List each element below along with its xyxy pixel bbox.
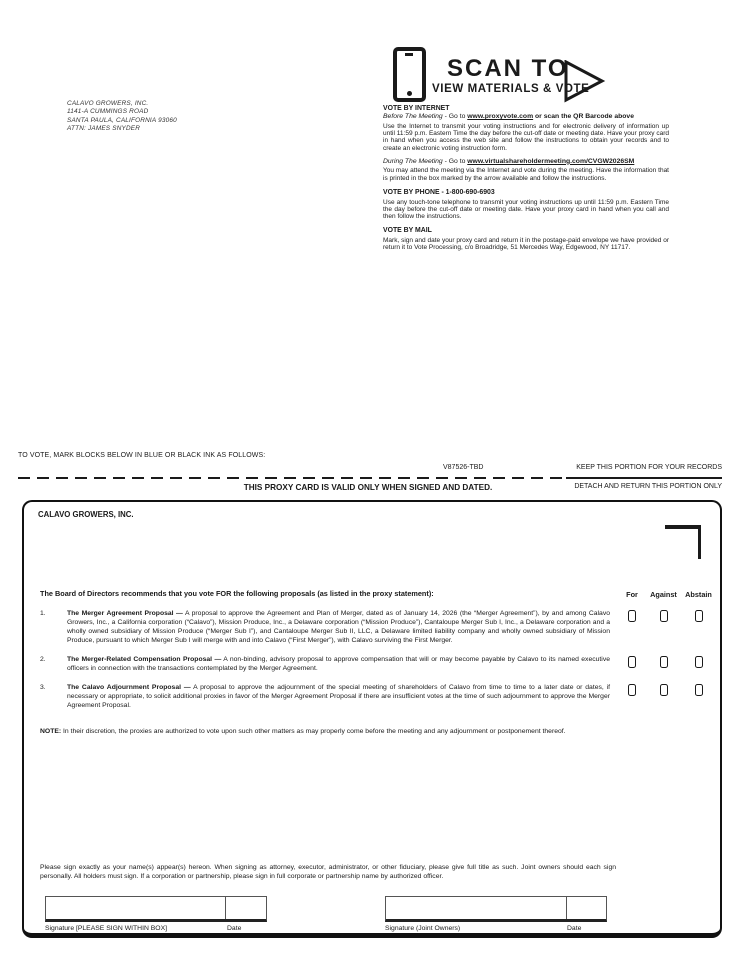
sign-instruction-text: Please sign exactly as your name(s) appear(s) hereon. When signing as attorney, executor, administrator, or other fiduciary, please give full title as such. Joint owners should each sign personally. All holders must sign. If a corporation or partnership, please sign in full corporate or partnership name by authorized officer. <box>40 864 616 880</box>
signature-primary-label: Signature [PLEASE SIGN WITHIN BOX] <box>45 925 168 932</box>
proposal-body: A proposal to approve the adjournment of the special meeting of shareholders of Calavo from time to time to a later date or dates, if necessary or appropriate, to solicit additional proxies in favor of the Merger Agreement Proposal if there are insufficient votes at the time of such adjournment to approve the Merger Agreement Proposal. <box>67 684 611 709</box>
checkbox-proposal-2-against[interactable] <box>660 656 668 668</box>
before-meeting-label: Before The Meeting <box>383 113 443 121</box>
checkbox-proposal-2-abstain[interactable] <box>695 656 703 668</box>
corner-mark-icon <box>698 525 702 559</box>
detach-dashed-line <box>18 477 563 479</box>
vote-by-internet-heading: VOTE BY INTERNET <box>383 105 450 112</box>
column-header-for: For <box>626 590 638 599</box>
checkbox-proposal-3-for[interactable] <box>628 684 636 696</box>
checkbox-proposal-2-for[interactable] <box>628 656 636 668</box>
proposal-title: The Merger-Related Compensation Proposal — <box>67 656 222 663</box>
address-line: SANTA PAULA, CALIFORNIA 93060 <box>67 116 177 124</box>
keep-portion-text: KEEP THIS PORTION FOR YOUR RECORDS <box>576 464 722 471</box>
smartphone-icon <box>393 47 426 102</box>
phone-paragraph: Use any touch-tone telephone to transmit your voting instructions up until 11:59 p.m. Eastern Time the day before the cut-off date or meeting date. Have your proxy card in hand when you call and then follow the instructions. <box>383 198 669 220</box>
address-line: CALAVO GROWERS, INC. <box>67 100 149 107</box>
proposal-text <box>67 683 618 710</box>
proposal-row-3 <box>40 683 716 710</box>
discretion-note <box>40 727 618 736</box>
internet-before-paragraph: Use the Internet to transmit your voting instructions and for electronic delivery of information up until 11:59 p.m. Eastern Time the day before the cut-off date or meeting date. Have your proxy card in hand when you access the web site and follow the instructions to obtain your records and to create an electronic voting instruction form. <box>383 122 669 152</box>
proposal-body: A non-binding, advisory proposal to approve compensation that will or may become payable by Calavo to its named executive officers in connection with the transactions contemplated by the Merger Agreement. <box>67 656 610 672</box>
note-text: In their discretion, the proxies are authorized to vote upon such other matters as may properly come before the meeting and any adjournment or postponement thereof. <box>63 728 566 735</box>
virtual-meeting-url-link[interactable]: www.virtualshareholdermeeting.com/CVGW2026SM <box>467 157 635 165</box>
proposal-row-2 <box>40 655 716 673</box>
arrow-right-icon <box>562 60 606 104</box>
corner-mark-icon <box>665 525 701 529</box>
proposal-body: A proposal to approve the Agreement and Plan of Merger, dated as of January 14, 2026 (the “Merger Agreement”), by and among Calavo Growers, Inc., a California corporation (“Calavo”), Mission Produce, Inc., a Delaware corporation (“Mission Produce”), Cantaloupe Merger Sub I, Inc., a Delaware corporation and a wholly owned subsidiary of Mission Produce (“Merger Sub I”), and Cantaloupe Merger Sub II, LLC, a Delaware limited liability company and wholly owned subsidiary of Mission Produce, pursuant to which Merger Sub I will merge with and into Calavo (“First Merger”), with Calavo surviving the First Merger. <box>67 610 611 644</box>
vote-by-mail-heading: VOTE BY MAIL <box>383 227 432 235</box>
proposal-text <box>67 655 618 673</box>
detach-return-text: DETACH AND RETURN THIS PORTION ONLY <box>574 483 722 490</box>
phone-speaker-icon <box>405 53 413 56</box>
signature-box-joint-owners[interactable] <box>385 896 607 922</box>
proposal-title: The Calavo Adjournment Proposal — <box>67 684 191 691</box>
qr-barcode-text: or scan the QR Barcode above <box>533 113 634 121</box>
signature-joint-label: Signature (Joint Owners) <box>385 925 461 932</box>
address-line: 1141-A CUMMINGS ROAD <box>67 108 149 116</box>
checkbox-proposal-1-against[interactable] <box>660 610 668 622</box>
scan-to-subtitle: VIEW MATERIALS & VOTE <box>432 83 590 95</box>
checkbox-proposal-3-abstain[interactable] <box>695 684 703 696</box>
board-recommendation: The Board of Directors recommends that you vote FOR the following proposals (as listed in the proxy statement): <box>40 589 434 598</box>
proposal-number: 3. <box>40 683 46 691</box>
during-meeting-label: During The Meeting <box>383 157 443 165</box>
date-label: Date <box>227 925 242 932</box>
address-line: ATTN: JAMES SNYDER <box>67 125 141 133</box>
note-label: NOTE: <box>40 728 62 735</box>
proposal-number: 2. <box>40 655 46 663</box>
date-label: Date <box>567 925 582 932</box>
vote-instructions-column <box>383 105 669 251</box>
proposals-section <box>40 590 716 736</box>
proxy-card-box <box>22 500 722 938</box>
proposal-text <box>67 609 618 645</box>
mark-blocks-instruction: TO VOTE, MARK BLOCKS BELOW IN BLUE OR BLACK INK AS FOLLOWS: <box>18 452 266 459</box>
checkbox-proposal-3-against[interactable] <box>660 684 668 696</box>
card-company-name: CALAVO GROWERS, INC. <box>38 510 134 519</box>
control-number: V87526-TBD <box>443 464 484 471</box>
scan-to-title: SCAN TO <box>447 55 569 82</box>
signature-box-primary[interactable] <box>45 896 267 922</box>
checkbox-proposal-1-for[interactable] <box>628 610 636 622</box>
proxyvote-url-link[interactable]: www.proxyvote.com <box>467 113 534 121</box>
internet-during-paragraph: You may attend the meeting via the Internet and vote during the meeting. Have the information that is printed in the box marked by the arrow available and follow the instructions. <box>383 167 669 182</box>
goto-text: - Go to <box>442 113 468 121</box>
column-header-against: Against <box>650 590 677 599</box>
signature-date-divider <box>225 897 226 919</box>
checkbox-proposal-1-abstain[interactable] <box>695 610 703 622</box>
column-header-abstain: Abstain <box>685 590 712 599</box>
proposal-number: 1. <box>40 609 46 617</box>
mail-paragraph: Mark, sign and date your proxy card and return it in the postage-paid envelope we have provided or return it to Vote Processing, c/o Broadridge, 51 Mercedes Way, Edgewood, NY 11717. <box>383 236 669 252</box>
vote-header-row <box>40 590 716 599</box>
phone-home-button-icon <box>407 91 412 96</box>
signature-date-divider <box>566 897 567 919</box>
keep-portion-rule <box>566 477 722 479</box>
proposal-row-1 <box>40 609 716 645</box>
during-meeting-line <box>383 158 669 165</box>
proposal-title: The Merger Agreement Proposal — <box>67 610 183 617</box>
company-address-block <box>67 100 177 134</box>
vote-by-phone-heading: VOTE BY PHONE - 1-800-690-6903 <box>383 188 495 196</box>
valid-when-signed-notice: THIS PROXY CARD IS VALID ONLY WHEN SIGNED AND DATED. <box>243 483 493 492</box>
before-meeting-line <box>383 113 669 120</box>
goto-text: - Go to <box>442 157 468 165</box>
